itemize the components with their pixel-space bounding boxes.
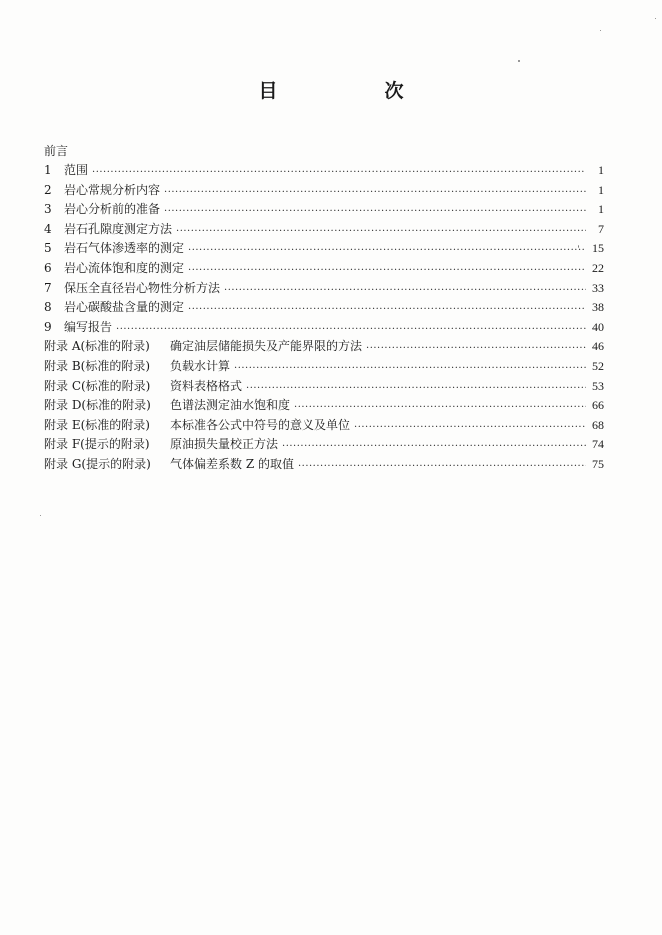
- toc-entry-page: 22: [592, 260, 604, 275]
- toc-appendix-page: 46: [592, 339, 604, 354]
- toc-entry-page: 1: [598, 182, 604, 197]
- toc-entry-page: 1: [598, 163, 604, 177]
- toc-appendix-entry[interactable]: [44, 396, 604, 416]
- toc-dot-leader: [246, 378, 586, 390]
- toc-dot-leader: [116, 319, 586, 331]
- toc-entry-number: 4: [44, 221, 52, 236]
- toc-entry[interactable]: [44, 298, 604, 318]
- toc-entry-page: 38: [592, 300, 604, 315]
- toc-dot-leader: [298, 456, 586, 468]
- toc-dot-leader: [188, 240, 586, 252]
- toc-dot-leader: [188, 299, 586, 311]
- toc-appendix-title: 原油损失量校正方法: [170, 437, 279, 452]
- toc-entry-number: 9: [44, 319, 52, 334]
- toc-appendix-title: 负载水计算: [170, 358, 231, 373]
- toc-entry[interactable]: [44, 220, 604, 240]
- toc-entry-page: 7: [598, 221, 604, 236]
- toc-appendix-page: 68: [592, 417, 604, 432]
- toc-dot-leader: [224, 280, 586, 292]
- toc-appendix-title: 气体偏差系数 Z 的取值: [170, 456, 294, 471]
- toc-entry-page: 33: [592, 280, 604, 295]
- toc-entry-number: 2: [44, 182, 52, 197]
- toc-appendix-label: 附录 F(提示的附录): [44, 437, 150, 452]
- toc-appendix-entry[interactable]: [44, 337, 604, 357]
- toc-dot-leader: [92, 162, 586, 174]
- toc-entry-title: 编写报告: [64, 319, 113, 334]
- toc-entry-page: 1: [598, 202, 604, 217]
- toc-appendix-label: 附录 E(标准的附录): [44, 417, 150, 432]
- toc-appendix-label: 附录 A(标准的附录): [44, 339, 150, 354]
- toc-entry-title: 岩石气体渗透率的测定: [64, 241, 185, 256]
- toc-appendix-title: 确定油层储能损失及产能界限的方法: [170, 339, 363, 354]
- toc-dot-leader: [234, 358, 586, 370]
- toc-entry-title: 岩石孔隙度测定方法: [64, 221, 173, 236]
- toc-entry-title: 岩心碳酸盐含量的测定: [64, 300, 185, 315]
- toc-entry[interactable]: [44, 200, 604, 220]
- toc-dot-leader: [366, 338, 586, 350]
- toc-appendix-label: 附录 B(标准的附录): [44, 358, 150, 373]
- toc-dot-leader: [188, 260, 586, 272]
- toc-entry-number: 7: [44, 280, 52, 295]
- toc-appendix-page: 52: [592, 358, 604, 373]
- toc-appendix-label: 附录 G(提示的附录): [44, 456, 151, 471]
- toc-appendix-title: 资料表格格式: [170, 378, 243, 393]
- scan-speck: [655, 18, 656, 19]
- table-of-contents: [44, 161, 604, 475]
- toc-preface: 前言: [44, 144, 69, 158]
- scan-speck: [600, 30, 601, 31]
- toc-appendix-entry[interactable]: [44, 357, 604, 377]
- toc-dot-leader: [282, 436, 586, 448]
- toc-appendix-entry[interactable]: [44, 377, 604, 397]
- toc-entry-title: 范围: [64, 163, 89, 177]
- toc-entry[interactable]: [44, 161, 604, 181]
- toc-entry[interactable]: [44, 181, 604, 201]
- toc-appendix-entry[interactable]: [44, 435, 604, 455]
- toc-entry[interactable]: [44, 279, 604, 299]
- toc-entry-title: 岩心分析前的准备: [64, 202, 161, 217]
- toc-appendix-entry[interactable]: [44, 455, 604, 475]
- toc-entry-title: 岩心常规分析内容: [64, 182, 161, 197]
- toc-appendix-label: 附录 C(标准的附录): [44, 378, 151, 393]
- toc-dot-leader: [176, 221, 586, 233]
- toc-dot-leader: [164, 201, 586, 213]
- toc-appendix-page: 75: [592, 456, 604, 471]
- scan-speck: [40, 515, 41, 516]
- toc-entry-number: 8: [44, 300, 52, 315]
- page-title: 目 次: [258, 80, 448, 102]
- toc-appendix-entry[interactable]: [44, 416, 604, 436]
- toc-appendix-label: 附录 D(标准的附录): [44, 398, 151, 413]
- toc-appendix-page: 53: [592, 378, 604, 393]
- toc-appendix-title: 色谱法测定油水饱和度: [170, 398, 291, 413]
- toc-dot-leader: [294, 397, 586, 409]
- toc-appendix-page: 66: [592, 398, 604, 413]
- scan-speck: [578, 245, 579, 248]
- toc-entry-number: 1: [44, 163, 52, 177]
- toc-entry-number: 5: [44, 241, 52, 256]
- toc-entry-page: 40: [592, 319, 604, 334]
- toc-entry-number: 3: [44, 202, 52, 217]
- toc-entry[interactable]: [44, 259, 604, 279]
- toc-dot-leader: [354, 417, 586, 429]
- scan-speck: [518, 60, 520, 62]
- toc-entry[interactable]: [44, 239, 604, 259]
- toc-appendix-page: 74: [592, 437, 604, 452]
- toc-entry-number: 6: [44, 260, 52, 275]
- toc-dot-leader: [164, 182, 586, 194]
- toc-entry[interactable]: [44, 318, 604, 338]
- toc-entry-title: 保压全直径岩心物性分析方法: [64, 280, 221, 295]
- toc-entry-title: 岩心流体饱和度的测定: [64, 260, 185, 275]
- toc-appendix-title: 本标准各公式中符号的意义及单位: [170, 417, 351, 432]
- toc-entry-page: 15: [592, 241, 604, 256]
